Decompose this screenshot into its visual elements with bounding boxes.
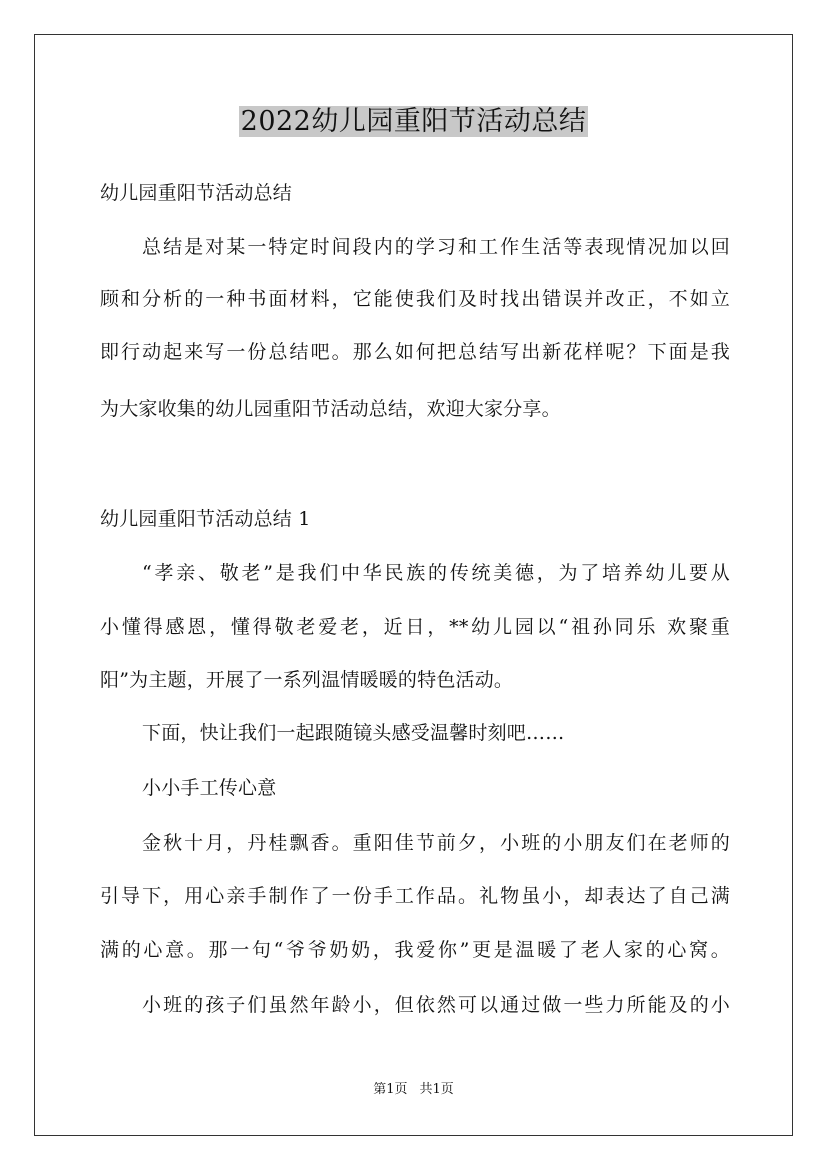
page-number: 第1页 [373, 1082, 408, 1097]
document-title-text: 2022幼儿园重阳节活动总结 [240, 106, 587, 137]
paragraph-line: 引导下，用心亲手制作了一份手工作品。礼物虽小，却表达了自己满 [100, 885, 730, 907]
paragraph-line: 总结是对某一特定时间段内的学习和工作生活等表现情况加以回 [142, 236, 730, 258]
paragraph-line: 下面，快让我们一起跟随镜头感受温馨时刻吧…… [142, 722, 565, 744]
section-heading: 幼儿园重阳节活动总结 1 [100, 508, 311, 530]
paragraph-line: 阳”为主题，开展了一系列温情暖暖的特色活动。 [100, 669, 514, 691]
page-footer [0, 1080, 827, 1100]
paragraph-line: 即行动起来写一份总结吧。那么如何把总结写出新花样呢？下面是我 [100, 341, 730, 363]
paragraph-line: “孝亲、敬老”是我们中华民族的传统美德，为了培养幼儿要从 [142, 562, 730, 584]
subheading-line: 小小手工传心意 [142, 777, 277, 799]
paragraph-line: 小班的孩子们虽然年龄小，但依然可以通过做一些力所能及的小 [142, 994, 730, 1016]
paragraph-line: 顾和分析的一种书面材料，它能使我们及时找出错误并改正，不如立 [100, 288, 730, 310]
page-total: 共1页 [419, 1082, 454, 1097]
paragraph-line: 满的心意。那一句“爷爷奶奶，我爱你”更是温暖了老人家的心窝。 [100, 939, 730, 961]
document-title [0, 102, 827, 142]
subtitle-line: 幼儿园重阳节活动总结 [100, 182, 293, 204]
paragraph-line: 小懂得感恩，懂得敬老爱老，近日，**幼儿园以“祖孙同乐 欢聚重 [100, 616, 730, 638]
paragraph-line: 金秋十月，丹桂飘香。重阳佳节前夕，小班的小朋友们在老师的 [142, 832, 730, 854]
paragraph-line: 为大家收集的幼儿园重阳节活动总结，欢迎大家分享。 [100, 398, 561, 420]
